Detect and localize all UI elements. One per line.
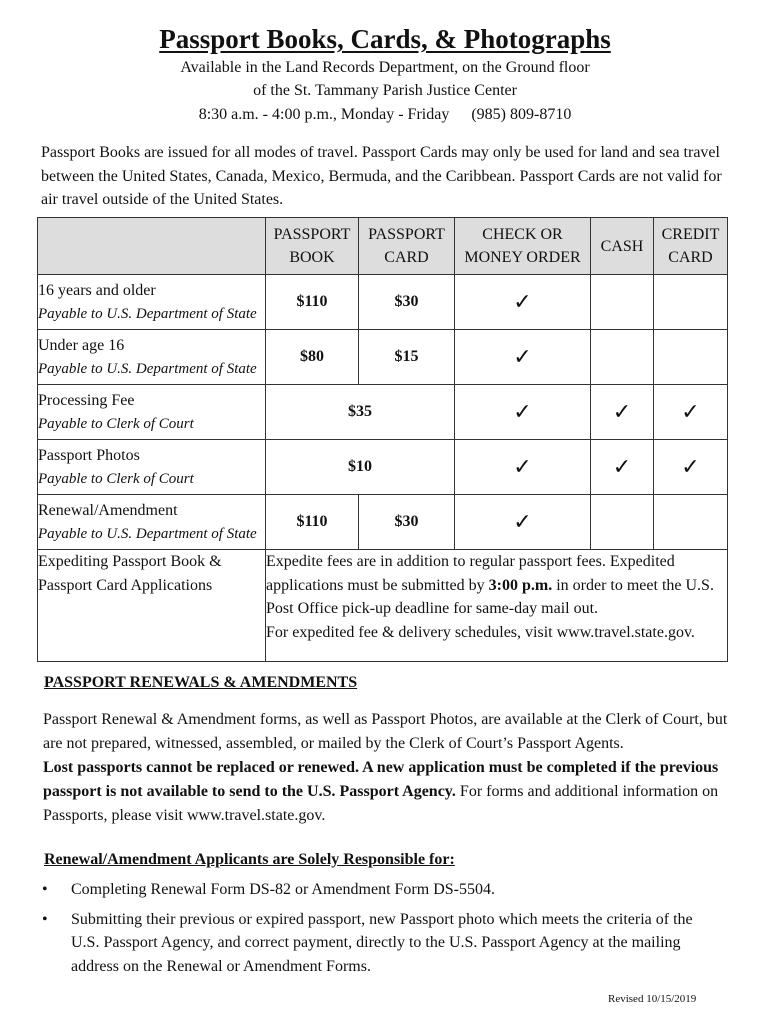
- check-mark-icon: ✓: [654, 385, 728, 440]
- bullet-icon: •: [42, 881, 48, 898]
- expedite-text: Expedite fees are in addition to regular passport fees. Expedited applications must be submitted by 3:00 p.m. in order to meet the U.S. Post Office pick-up deadline for same-day mail out. For expedited fee & delivery schedules, visit www.travel.state.gov.: [266, 550, 728, 662]
- row-payee: Payable to Clerk of Court: [38, 415, 194, 432]
- row-label: Processing Fee: [38, 391, 135, 409]
- col-credit-card: CREDIT CARD: [654, 218, 728, 275]
- renewals-paragraph: Passport Renewal & Amendment forms, as well as Passport Photos, are available at the Clerk of Court, but are not prepared, witnessed, assembled, or mailed by the Clerk of Court’s Passport Agents. Lost passports cannot be replaced or renewed. A new application must be completed if the previous passport is not available to send to the U.S. Passport Agency. For forms and additional information on Passports, please visit www.travel.state.gov.: [43, 711, 728, 824]
- office-hours: 8:30 a.m. - 4:00 p.m., Monday - Friday: [198, 106, 450, 123]
- card-fee: $30: [359, 275, 455, 330]
- list-item: • Submitting their previous or expired passport, new Passport photo which meets the criteria of the U.S. Passport Agency, and correct payment, directly to the U.S. Passport Agency at the mailing address on the Renewal or Amendment Forms.: [42, 908, 722, 979]
- expedite-link-text: For expedited fee & delivery schedules, visit www.travel.state.gov.: [266, 623, 695, 641]
- row-payee: Payable to U.S. Department of State: [38, 525, 257, 542]
- applicants-heading: Renewal/Amendment Applicants are Solely Responsible for:: [44, 851, 455, 868]
- expedite-row: [38, 550, 728, 662]
- empty-cell: [654, 275, 728, 330]
- revised-date: Revised 10/15/2019: [608, 993, 697, 1005]
- check-mark-icon: ✓: [591, 440, 654, 495]
- card-fee: $15: [359, 330, 455, 385]
- check-mark-icon: ✓: [455, 385, 591, 440]
- book-fee: $80: [266, 330, 359, 385]
- intro-paragraph: Passport Books are issued for all modes of travel. Passport Cards may only be used for land and sea travel between the United States, Canada, Mexico, Bermuda, and the Caribbean. Passport Cards are not valid for air travel outside of the United States.: [41, 144, 722, 208]
- card-fee: $30: [359, 495, 455, 550]
- lost-passport-warning: Lost passports cannot be replaced or renewed. A new application must be completed if the previous passport is not available to send to the U.S. Passport Agency.: [43, 759, 719, 800]
- expedite-deadline: 3:00 p.m.: [488, 576, 553, 594]
- responsibility-list: [42, 878, 722, 984]
- check-mark-icon: ✓: [591, 385, 654, 440]
- fee-table: [37, 217, 728, 662]
- book-fee: $110: [266, 495, 359, 550]
- row-label: Renewal/Amendment: [38, 501, 178, 519]
- row-payee: Payable to U.S. Department of State: [38, 360, 257, 377]
- row-label: Passport Photos: [38, 446, 140, 464]
- expedite-label: Expediting Passport Book & Passport Card Applications: [38, 550, 266, 662]
- row-label: Under age 16: [38, 336, 125, 354]
- location-line: Available in the Land Records Department, on the Ground floor: [180, 59, 590, 76]
- empty-cell: [654, 495, 728, 550]
- col-cash: CASH: [591, 218, 654, 275]
- check-mark-icon: ✓: [455, 330, 591, 385]
- row-payee: Payable to Clerk of Court: [38, 470, 194, 487]
- book-fee: $110: [266, 275, 359, 330]
- empty-cell: [654, 330, 728, 385]
- col-passport-card: PASSPORT CARD: [359, 218, 455, 275]
- row-label: 16 years and older: [38, 281, 156, 299]
- page-title: Passport Books, Cards, & Photographs: [159, 24, 611, 54]
- table-row: [38, 385, 728, 440]
- photo-fee: $10: [266, 440, 455, 495]
- hours-line: [0, 106, 770, 124]
- table-row: [38, 330, 728, 385]
- empty-cell: [591, 275, 654, 330]
- col-passport-book: PASSPORT BOOK: [266, 218, 359, 275]
- empty-cell: [591, 330, 654, 385]
- header-blank: [38, 218, 266, 275]
- table-row: [38, 440, 728, 495]
- table-row: [38, 275, 728, 330]
- empty-cell: [591, 495, 654, 550]
- col-check-money-order: CHECK OR MONEY ORDER: [455, 218, 591, 275]
- row-payee: Payable to U.S. Department of State: [38, 305, 257, 322]
- bullet-icon: •: [42, 910, 48, 928]
- check-mark-icon: ✓: [654, 440, 728, 495]
- renewals-heading: PASSPORT RENEWALS & AMENDMENTS: [44, 674, 358, 691]
- processing-fee: $35: [266, 385, 455, 440]
- table-row: [38, 495, 728, 550]
- building-line: of the St. Tammany Parish Justice Center: [253, 82, 517, 99]
- check-mark-icon: ✓: [455, 275, 591, 330]
- check-mark-icon: ✓: [455, 495, 591, 550]
- check-mark-icon: ✓: [455, 440, 591, 495]
- phone-number: (985) 809-8710: [471, 106, 572, 123]
- list-item: • Completing Renewal Form DS-82 or Amendment Form DS-5504.: [42, 878, 722, 902]
